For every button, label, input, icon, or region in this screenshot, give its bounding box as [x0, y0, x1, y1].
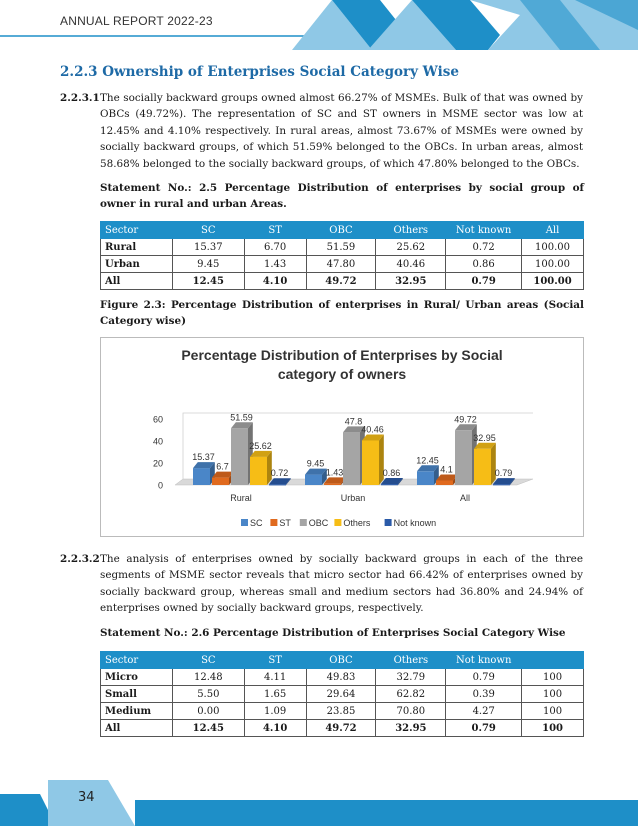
chart-title-line-1: Percentage Distribution of Enterprises by Social — [181, 347, 503, 363]
table-cell: 100 — [522, 686, 584, 703]
column-header: Others — [376, 652, 446, 669]
bar-front-st — [324, 483, 341, 485]
bar-front-not-known — [381, 484, 398, 485]
data-label: 49.72 — [454, 414, 477, 425]
table-cell: Rural — [101, 239, 173, 256]
data-label: 32.95 — [473, 432, 496, 443]
column-header: Not known — [446, 222, 522, 239]
column-header: Sector — [101, 222, 173, 239]
bar-front-others — [474, 449, 491, 485]
legend-label: OBC — [308, 518, 329, 528]
paragraph-2-2-3-2 — [60, 551, 583, 617]
legend-label: Not known — [393, 518, 437, 528]
figure-2-3-caption: Figure 2.3: Percentage Distribution of enterprises in Rural/ Urban areas (Social Category wise) — [100, 299, 584, 328]
column-header: ST — [244, 652, 306, 669]
table-cell: 4.10 — [244, 720, 306, 737]
bar-front-not-known — [493, 484, 510, 485]
table-cell: 12.45 — [172, 273, 244, 290]
bar-front-obc — [231, 428, 248, 485]
table-cell: Medium — [101, 703, 173, 720]
table-cell: Urban — [101, 256, 173, 273]
table-cell: Small — [101, 686, 173, 703]
data-label: 9.45 — [306, 458, 325, 469]
table-cell: 49.72 — [306, 720, 376, 737]
table-cell: 15.37 — [172, 239, 244, 256]
table-cell: 5.50 — [172, 686, 244, 703]
table-row — [101, 686, 584, 703]
table-cell: 4.11 — [244, 669, 306, 686]
table-cell: 47.80 — [306, 256, 376, 273]
table-cell: 32.79 — [376, 669, 446, 686]
column-header: All — [522, 222, 584, 239]
table-cell: 100.00 — [522, 256, 584, 273]
table-cell: All — [101, 273, 173, 290]
column-header: Sector — [101, 652, 173, 669]
data-label: 15.37 — [192, 452, 215, 463]
column-header: OBC — [306, 652, 376, 669]
data-label: 0.86 — [382, 468, 401, 479]
legend-swatch-st — [270, 519, 277, 526]
data-label: 0.72 — [270, 468, 289, 479]
x-category-label: Urban — [340, 493, 366, 503]
data-label: 6.7 — [216, 461, 229, 472]
chart-title-line-2: category of owners — [277, 366, 407, 382]
table-cell: 40.46 — [376, 256, 446, 273]
paragraph-number: 2.2.3.1 — [60, 92, 100, 104]
bar-front-obc — [455, 430, 472, 485]
table-row — [101, 273, 584, 290]
table-cell: 0.79 — [446, 669, 522, 686]
data-label: 40.46 — [361, 424, 384, 435]
column-header: SC — [172, 652, 244, 669]
table-cell: Micro — [101, 669, 173, 686]
y-tick-label: 20 — [152, 458, 163, 469]
column-header: Not known — [446, 652, 522, 669]
data-label: 25.62 — [249, 440, 272, 451]
table-cell: 12.48 — [172, 669, 244, 686]
column-header — [522, 652, 584, 669]
data-label: 12.45 — [416, 455, 439, 466]
statement-2-6-caption: Statement No.: 2.6 Percentage Distribution of Enterprises Social Category Wise — [100, 627, 566, 639]
column-header: SC — [172, 222, 244, 239]
table-cell: 25.62 — [376, 239, 446, 256]
table-cell: 0.00 — [172, 703, 244, 720]
paragraph-text: The analysis of enterprises owned by socially backward groups in each of the three segments of MSME sector reveals that micro sector had 66.42% of enterprises owned by socially backward group, whereas small and medium sectors had 36.80% and 24.94% of enterprises owned by socially backward groups, respectively. — [100, 553, 583, 615]
table-cell: 70.80 — [376, 703, 446, 720]
table-cell: 0.79 — [446, 720, 522, 737]
table-row — [101, 720, 584, 737]
column-header: ST — [244, 222, 306, 239]
x-category-label: Rural — [230, 493, 252, 503]
column-header: Others — [376, 222, 446, 239]
table-cell: 23.85 — [306, 703, 376, 720]
table-cell: 100 — [522, 669, 584, 686]
table-cell: 0.86 — [446, 256, 522, 273]
table-cell: 100 — [522, 703, 584, 720]
x-category-label: All — [459, 493, 471, 503]
legend-swatch-sc — [241, 519, 248, 526]
bar-front-sc — [417, 471, 434, 485]
legend-swatch-others — [334, 519, 341, 526]
chart-plot-area — [101, 338, 583, 536]
bar-front-st — [436, 480, 453, 485]
data-label: 4.1 — [440, 464, 453, 475]
data-label: 51.59 — [230, 412, 253, 423]
table-cell: 0.39 — [446, 686, 522, 703]
bar-front-others — [362, 440, 379, 485]
table-cell: 49.83 — [306, 669, 376, 686]
table-cell: 6.70 — [244, 239, 306, 256]
y-tick-label: 40 — [152, 436, 163, 447]
y-tick-label: 60 — [152, 414, 163, 425]
table-cell: 1.09 — [244, 703, 306, 720]
data-label: 47.8 — [344, 416, 363, 427]
table-header-row — [101, 652, 584, 669]
table-cell: 49.72 — [306, 273, 376, 290]
y-tick-label: 0 — [157, 480, 163, 491]
table-header-row — [101, 222, 584, 239]
legend-label: Others — [343, 518, 371, 528]
table-cell: 100.00 — [522, 273, 584, 290]
data-label: 0.79 — [494, 468, 513, 479]
bar-side — [491, 443, 496, 485]
bar-front-sc — [193, 468, 210, 485]
paragraph-number: 2.2.3.2 — [60, 553, 100, 565]
report-title: ANNUAL REPORT 2022-23 — [60, 14, 213, 28]
table-statement-2-6 — [100, 651, 584, 737]
table-cell: 4.10 — [244, 273, 306, 290]
legend-label: SC — [250, 518, 263, 528]
table-cell: All — [101, 720, 173, 737]
bar-front-others — [250, 457, 267, 485]
table-cell: 100.00 — [522, 239, 584, 256]
table-cell: 62.82 — [376, 686, 446, 703]
table-cell: 51.59 — [306, 239, 376, 256]
table-cell: 32.95 — [376, 720, 446, 737]
page-footer-decoration — [0, 770, 638, 826]
table-row — [101, 669, 584, 686]
column-header: OBC — [306, 222, 376, 239]
section-heading: 2.2.3 Ownership of Enterprises Social Category Wise — [60, 64, 459, 80]
table-cell: 29.64 — [306, 686, 376, 703]
page-header — [0, 0, 638, 50]
table-row — [101, 256, 584, 273]
table-cell: 12.45 — [172, 720, 244, 737]
table-cell: 100 — [522, 720, 584, 737]
bar-front-not-known — [269, 484, 286, 485]
bar-front-st — [212, 478, 229, 485]
legend-swatch-not-known — [385, 519, 392, 526]
legend-swatch-obc — [300, 519, 307, 526]
table-cell: 9.45 — [172, 256, 244, 273]
page-number: 34 — [78, 790, 95, 805]
table-cell: 4.27 — [446, 703, 522, 720]
table-row — [101, 703, 584, 720]
table-cell: 32.95 — [376, 273, 446, 290]
legend-label: ST — [279, 518, 291, 528]
paragraph-2-2-3-1 — [60, 90, 583, 172]
statement-2-5-caption: Statement No.: 2.5 Percentage Distribution of enterprises by social group of owner in rural and urban Areas. — [100, 182, 584, 211]
table-cell: 1.65 — [244, 686, 306, 703]
table-cell: 0.72 — [446, 239, 522, 256]
table-cell: 1.43 — [244, 256, 306, 273]
bar-chart — [100, 337, 584, 537]
paragraph-text: The socially backward groups owned almost 66.27% of MSMEs. Bulk of that was owned by OBCs (49.72%). The representation of SC and ST owners in MSME sector was low at 12.45% and 4.10% respectively. In rural areas, almost 73.67% of MSMEs were owned by socially backward groups, of which 51.59% belonged to the OBCs. In urban areas, almost 58.68% belonged to the socially backward groups, of which 47.80% belonged to the OBCs. — [100, 92, 583, 170]
data-label: 1.43 — [325, 467, 344, 478]
table-row — [101, 239, 584, 256]
bar-front-obc — [343, 432, 360, 485]
table-cell: 0.79 — [446, 273, 522, 290]
table-statement-2-5 — [100, 221, 584, 290]
bar-front-sc — [305, 475, 322, 485]
